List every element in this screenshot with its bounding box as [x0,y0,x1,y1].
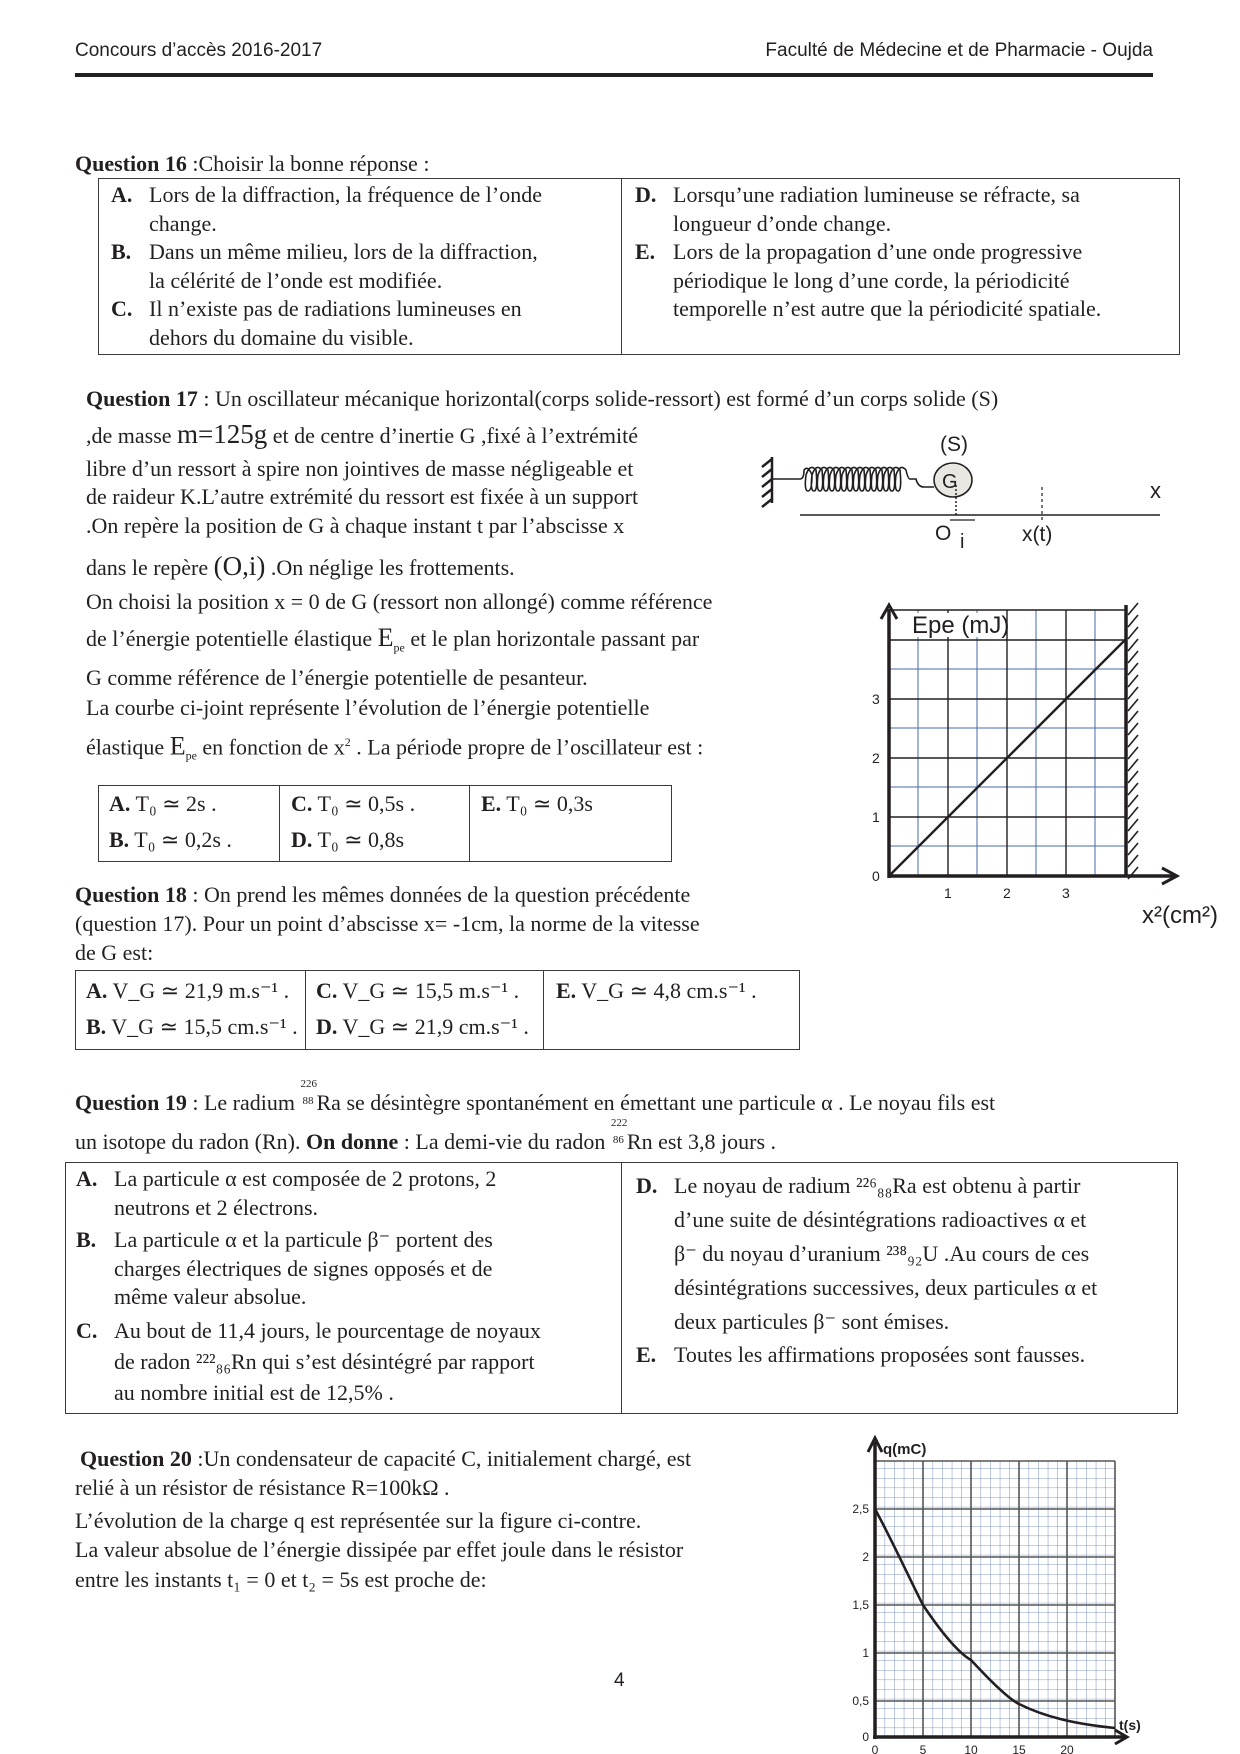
svg-text:10: 10 [964,1743,978,1754]
frame-notation: (O,i) [213,551,266,581]
y-axis-label: Epe (mJ) [912,612,1010,639]
svg-text:15: 15 [1012,1743,1026,1754]
svg-text:2: 2 [872,750,880,766]
q20-line5: entre les instants t₁ = 0 et t₂ = 5s est proche de: [75,1567,487,1592]
q17-option-b[interactable]: B. T₀ ≃ 0,2s . [109,827,232,852]
q18-options-box [75,970,800,1050]
header-right: Faculté de Médecine et de Pharmacie - Oujda [765,40,1153,61]
q19-line1: Question 19 : Le radium 226 88 Ra se désintègre spontanément en émettant une particule α . Le noyau fils est [75,1078,996,1115]
option-label: A. [111,182,133,207]
svg-text:x: x [1150,478,1161,503]
option-label: B. [111,239,132,264]
q18-option-c[interactable]: C. V_G ≃ 15,5 m.s⁻¹ . [316,978,520,1003]
grid-major [888,610,1125,876]
svg-text:2: 2 [862,1550,869,1564]
q16-divider [621,179,622,354]
q16-heading [75,150,429,178]
header-left: Concours d’accès 2016-2017 [75,40,323,61]
svg-text:1,5: 1,5 [852,1598,869,1612]
svg-text:2,5: 2,5 [852,1502,869,1516]
svg-text:0,5: 0,5 [852,1694,869,1708]
header-rule [75,73,1153,77]
q18-option-d[interactable]: D. V_G ≃ 21,9 cm.s⁻¹ . [316,1014,529,1039]
q17-line9: G comme référence de l’énergie potentielle de pesanteur. [86,665,588,690]
q17-title: Question 17 [86,386,198,411]
q18-line1: Question 18 : On prend les mêmes données de la question précédente [75,882,691,907]
q17-line5: .On repère la position de G à chaque instant t par l’abscisse x [86,513,625,538]
q20-line2: relié à un résistor de résistance R=100kΩ . [75,1475,450,1500]
svg-text:20: 20 [1060,1743,1074,1754]
q19-option-d[interactable]: D. Le noyau de radium ²²⁶₈₈Ra est obtenu à partir d’une suite de désintégrations radioactives α et β⁻ du noyau d’uranium ²³⁸₉₂U .Au cours de ces désintégrations successives, deux particules α et deux particules β⁻ sont émises. [636,1173,1098,1334]
x-axis-label: t(s) [1119,1717,1141,1733]
q16-options-box [98,178,1180,355]
q19-title: Question 19 [75,1090,187,1115]
q17-line8: de l’énergie potentielle élastique $E_{pe}$ et le plan horizontale passant par [86,623,700,655]
svg-text:1: 1 [872,809,880,825]
option-label: E. [635,239,656,264]
charge-chart [835,1430,1165,1754]
q20-line1: Question 20 :Un condensateur de capacité C, initialement chargé, est [80,1446,692,1471]
svg-text:O: O [935,522,952,545]
svg-text:(S): (S) [940,433,968,456]
svg-text:x(t): x(t) [1022,523,1053,546]
q19-line2: un isotope du radon (Rn). On donne : La demi-vie du radon 222 86 Rn est 3,8 jours . [75,1117,777,1154]
radon-isotope: 222 86 [610,1117,628,1146]
q18-option-e[interactable]: E. V_G ≃ 4,8 cm.s⁻¹ . [556,978,757,1003]
svg-text:1: 1 [862,1646,869,1660]
q17-line7: On choisi la position x = 0 de G (ressort non allongé) comme référence [86,589,713,614]
epe-chart [850,595,1240,930]
page-number: 4 [614,1670,625,1691]
q16-option-b[interactable]: B. Dans un même milieu, lors de la diffraction, la célérité de l’onde est modifiée. [111,239,538,293]
y-tick-labels [872,691,880,884]
q17-option-a[interactable]: A. T₀ ≃ 2s . [109,791,217,816]
q19-option-c[interactable]: C. Au bout de 11,4 jours, le pourcentage de noyaux de radon ²²²₈₆Rn qui s’est désintégré par rapport au nombre initial est de 12,5% . [76,1318,541,1405]
q20-line4: La valeur absolue de l’énergie dissipée par effet joule dans le résistor [75,1537,684,1562]
q17-option-d[interactable]: D. T₀ ≃ 0,8s [291,827,405,852]
q17-line3: libre d’un ressort à spire non jointives de masse négligeable et [86,456,634,481]
q17-option-c[interactable]: C. T₀ ≃ 0,5s . [291,791,416,816]
svg-text:1: 1 [944,885,952,901]
q18-line3: de G est: [75,940,154,965]
svg-text:G: G [942,471,958,493]
option-label: C. [111,296,133,321]
q18-option-a[interactable]: A. V_G ≃ 21,9 m.s⁻¹ . [86,978,290,1003]
option-label: D. [635,182,657,207]
q17-line11: élastique $E_{pe}$ en fonction de $x^2$ . La période propre de l’oscillateur est : [86,731,704,763]
svg-text:2: 2 [1003,885,1011,901]
q17-line10: La courbe ci-joint représente l’évolution de l’énergie potentielle [86,695,650,720]
q16-prompt: :Choisir la bonne réponse : [186,151,430,176]
q19-option-b[interactable]: B. La particule α et la particule β⁻ portent des charges électriques de signes opposés et de même valeur absolue. [76,1227,493,1309]
q18-line2: (question 17). Pour un point d’abscisse x= -1cm, la norme de la vitesse [75,911,700,936]
q16-option-a[interactable]: A. Lors de la diffraction, la fréquence de l’onde change. [111,182,542,236]
q19-option-a[interactable]: A. La particule α est composée de 2 protons, 2 neutrons et 2 électrons. [76,1166,497,1220]
q20-line3: L’évolution de la charge q est représentée sur la figure ci-contre. [75,1508,642,1533]
q18-option-b[interactable]: B. V_G ≃ 15,5 cm.s⁻¹ . [86,1014,298,1039]
x-axis-label: x²(cm²) [1142,902,1218,929]
q16-title: Question 16 [75,151,187,176]
fixed-support-icon [762,457,772,507]
spring-mass-diagram [760,425,1180,555]
y-tick-labels [852,1502,869,1744]
spring-icon [772,467,934,491]
x-tick-labels [872,1743,1074,1754]
svg-text:3: 3 [872,691,880,707]
q19-option-e[interactable]: E. Toutes les affirmations proposées sont fausses. [636,1342,1086,1367]
radium-isotope: 226 88 [300,1078,317,1107]
q17-line1: Question 17 : Un oscillateur mécanique horizontal(corps solide-ressort) est formé d’un corps solide (S) [86,386,999,411]
q17-options-box [98,785,672,862]
q16-option-d[interactable]: D. Lorsqu’une radiation lumineuse se réfracte, sa longueur d’onde change. [635,182,1080,236]
q20-title: Question 20 [80,1446,192,1471]
svg-text:5: 5 [919,1743,927,1754]
q17-line4: de raideur K.L’autre extrémité du ressort est fixée à un support [86,484,639,509]
q18-title: Question 18 [75,882,187,907]
svg-text:0: 0 [871,1743,879,1754]
x-tick-labels [944,885,1070,901]
q17-line2: ,de masse m=125g et de centre d’inertie G ,fixé à l’extrémité [86,419,639,449]
svg-text:i: i [960,531,965,553]
mass-value: m=125g [177,419,268,449]
svg-text:3: 3 [1062,885,1070,901]
svg-text:0: 0 [872,868,880,884]
y-axis-label: q(mC) [883,1441,927,1458]
svg-text:0: 0 [862,1730,869,1744]
q19-options-box [65,1162,1178,1414]
q17-line6: dans le repère (O,i) .On néglige les frottements. [86,551,515,581]
q16-option-e[interactable]: E. Lors de la propagation d’une onde progressive périodique le long d’une corde, la périodicité temporelle n’est autre que la périodicité spatiale. [635,239,1102,321]
q16-option-c[interactable]: C. Il n’existe pas de radiations lumineuses en dehors du domaine du visible. [111,296,522,350]
q17-option-e[interactable]: E. T₀ ≃ 0,3s [481,791,593,816]
